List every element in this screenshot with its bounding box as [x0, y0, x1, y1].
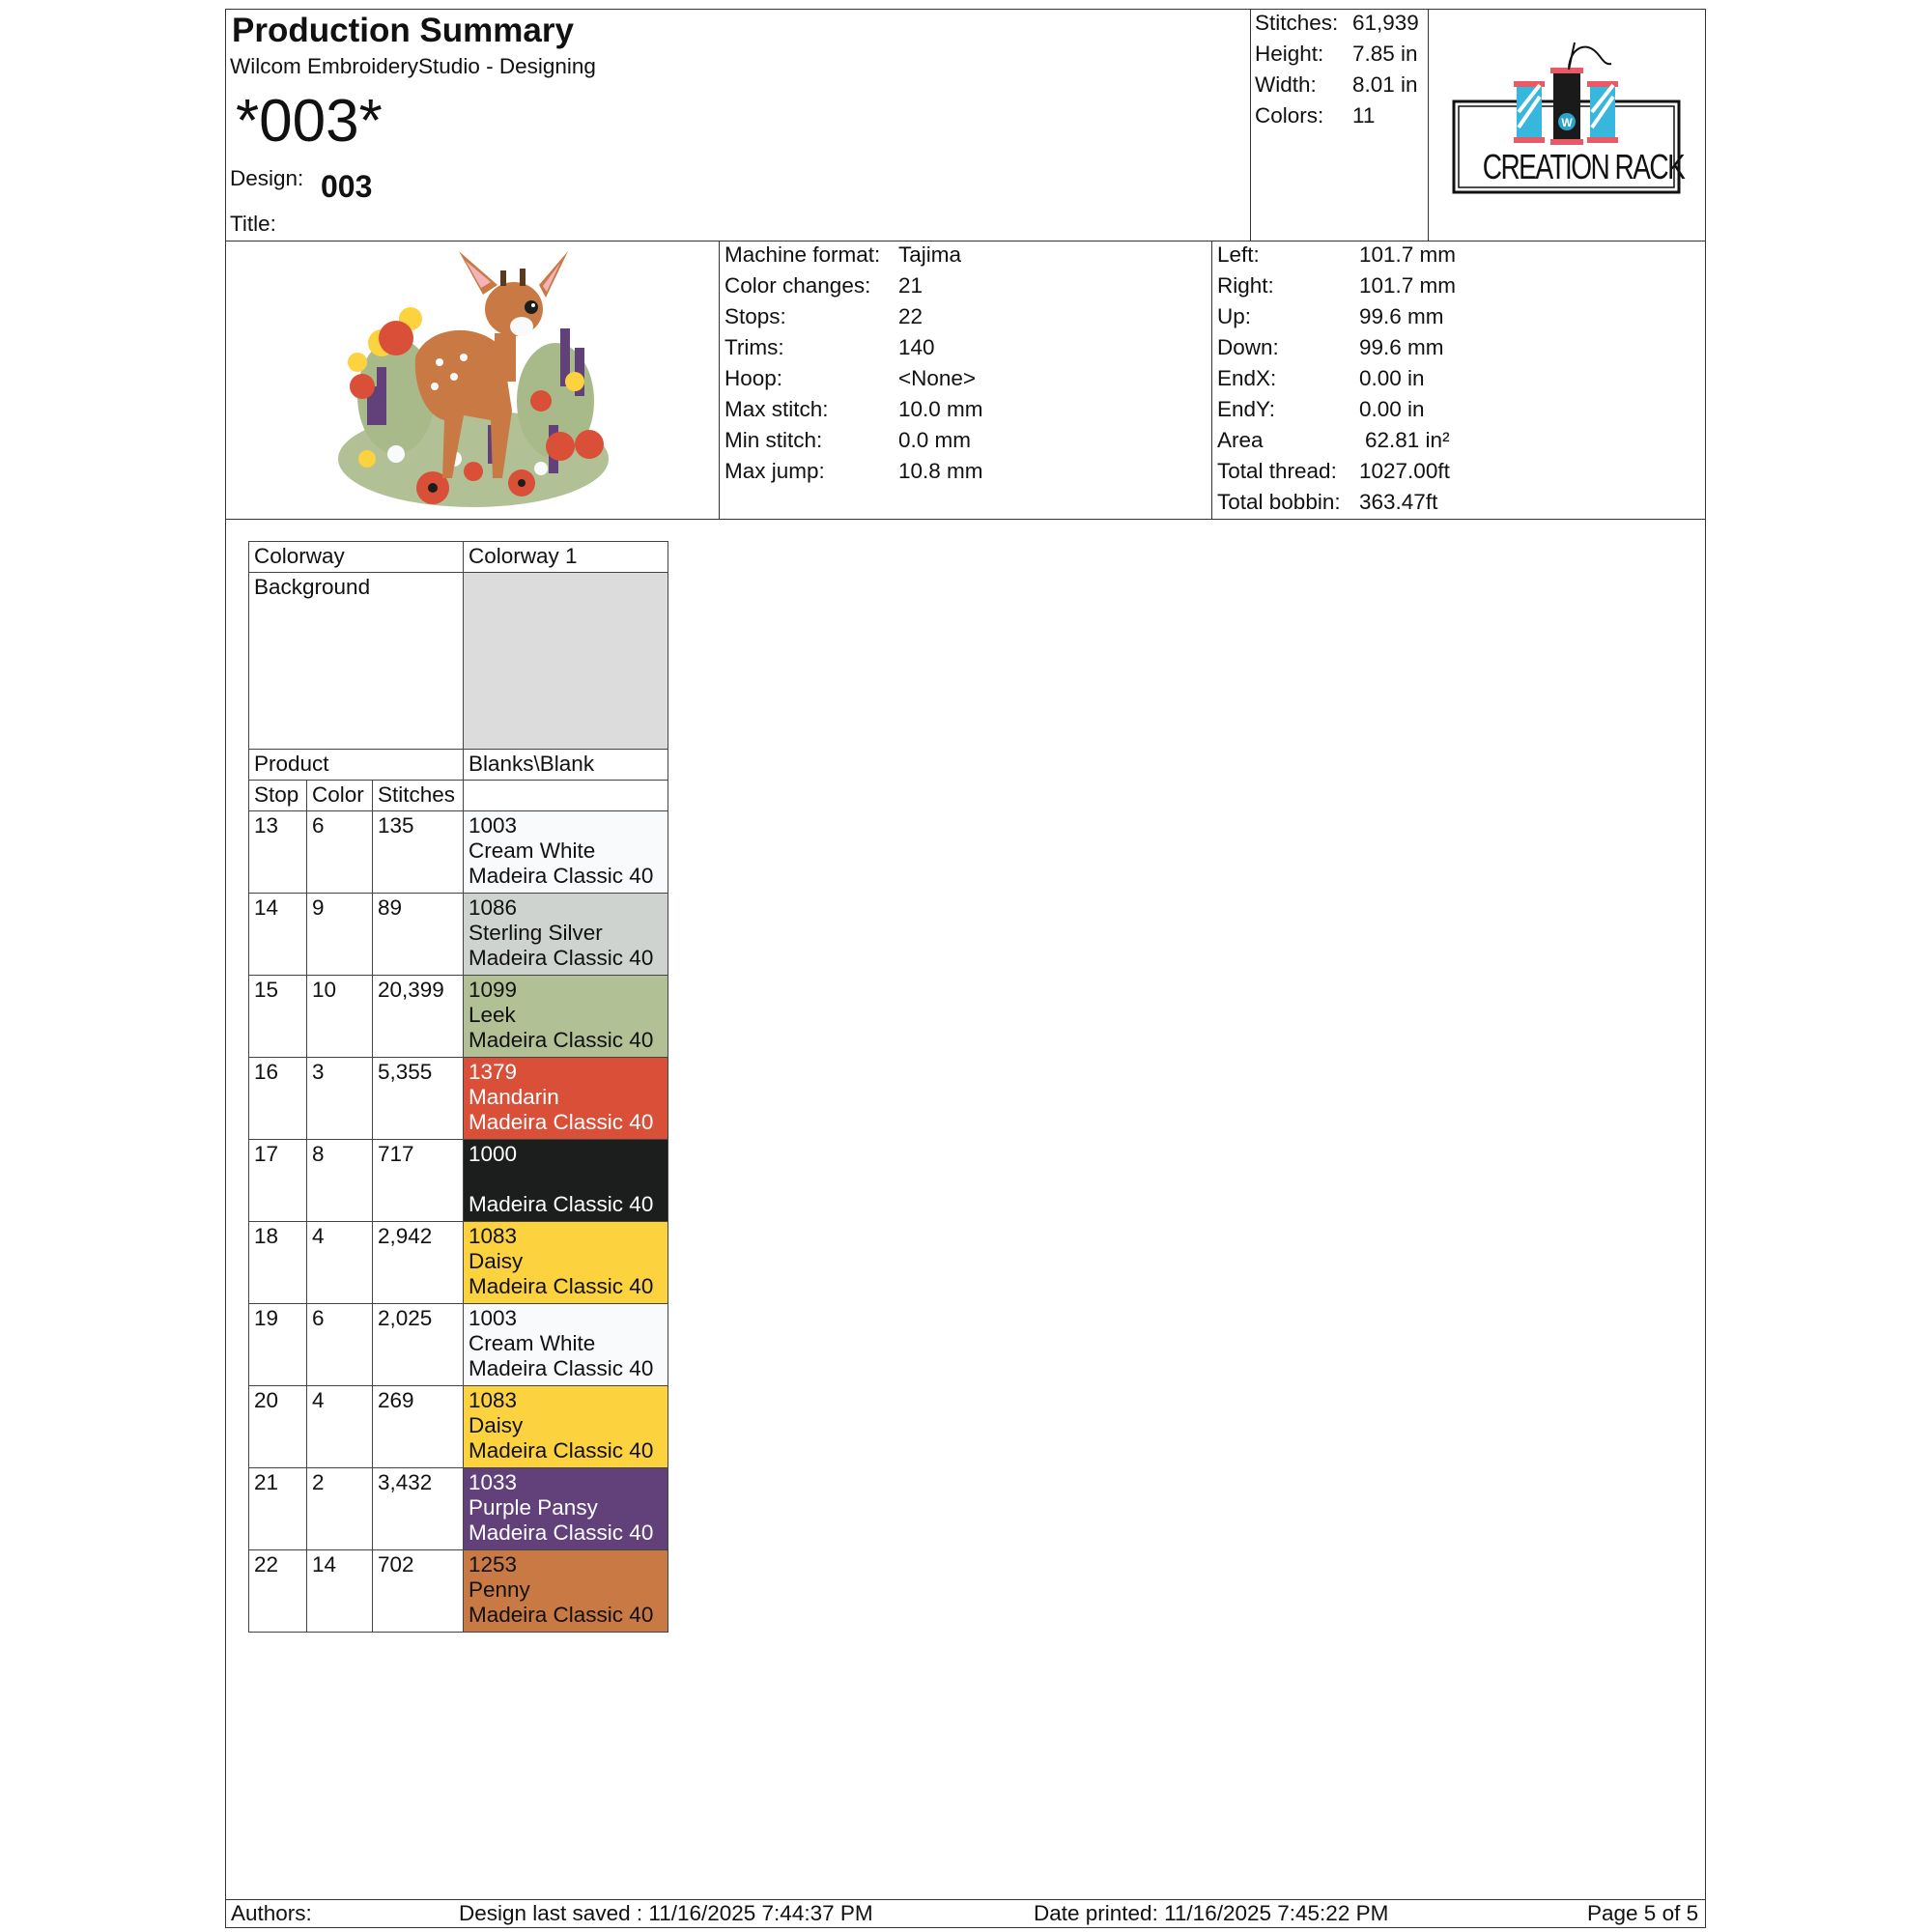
colorway-value: Colorway 1: [464, 542, 668, 573]
trims-value: 140: [898, 335, 935, 359]
row-stitches: 89: [373, 894, 464, 976]
stat-value-height: 7.85 in: [1352, 42, 1418, 66]
design-name-large: *003*: [236, 88, 383, 155]
thread-code: 1099: [469, 978, 518, 1002]
row-stitches: 3,432: [373, 1468, 464, 1550]
max-jump-label: Max jump:: [724, 459, 825, 483]
preview-divider: [719, 241, 720, 520]
thread-name: Cream White: [469, 838, 596, 863]
max-stitch-label: Max stitch:: [724, 397, 829, 421]
row-stop: 22: [249, 1550, 307, 1633]
thread-row: [249, 1058, 668, 1140]
trims-label: Trims:: [724, 335, 784, 359]
max-jump-value: 10.8 mm: [898, 459, 983, 483]
thread-brand: Madeira Classic 40: [469, 1110, 654, 1134]
thread-brand: Madeira Classic 40: [469, 1356, 654, 1380]
thread-name: Mandarin: [469, 1085, 559, 1109]
colorway-header-row: [249, 542, 668, 573]
row-color: 10: [307, 976, 373, 1058]
right-label: Right:: [1217, 273, 1274, 298]
row-color: 6: [307, 811, 373, 894]
background-label: Background: [249, 573, 464, 750]
footer-page: Page 5 of 5: [1587, 1901, 1699, 1925]
stops-label: Stops:: [724, 304, 786, 328]
total-thread-value: 1027.00ft: [1359, 459, 1450, 483]
down-label: Down:: [1217, 335, 1279, 359]
row-color: 4: [307, 1222, 373, 1304]
thread-row: [249, 1386, 668, 1468]
col-stop-header: Stop: [249, 781, 307, 811]
thread-row: [249, 894, 668, 976]
thread-swatch: [464, 1386, 668, 1468]
thread-name: Sterling Silver: [469, 921, 603, 945]
hoop-value: <None>: [898, 366, 977, 390]
row-stop: 14: [249, 894, 307, 976]
thread-swatch: [464, 894, 668, 976]
up-value: 99.6 mm: [1359, 304, 1444, 328]
color-changes-value: 21: [898, 273, 923, 298]
thread-swatch: [464, 976, 668, 1058]
machine-format-value: Tajima: [898, 242, 962, 267]
design-value: 003: [321, 169, 373, 204]
color-changes-label: Color changes:: [724, 273, 871, 298]
thread-name: Cream White: [469, 1331, 596, 1355]
row-stitches: 717: [373, 1140, 464, 1222]
svg-text:W: W: [1561, 116, 1573, 129]
col-color-header: Color: [307, 781, 373, 811]
left-label: Left:: [1217, 242, 1260, 267]
product-row: [249, 750, 668, 781]
col-stitches-header: Stitches: [373, 781, 464, 811]
down-value: 99.6 mm: [1359, 335, 1444, 359]
stat-label-height: Height:: [1255, 42, 1324, 66]
thread-code: 1000: [469, 1142, 518, 1166]
colorway-table: [248, 541, 668, 1633]
row-stitches: 269: [373, 1386, 464, 1468]
row-stop: 19: [249, 1304, 307, 1386]
max-stitch-value: 10.0 mm: [898, 397, 983, 421]
row-stop: 21: [249, 1468, 307, 1550]
stat-label-width: Width:: [1255, 72, 1317, 97]
title-label: Title:: [230, 212, 276, 236]
thread-name: Daisy: [469, 1413, 524, 1437]
row-stop: 18: [249, 1222, 307, 1304]
thread-name: Daisy: [469, 1249, 524, 1273]
endx-label: EndX:: [1217, 366, 1277, 390]
machine-divider: [1211, 241, 1212, 520]
product-label: Product: [249, 750, 464, 781]
thread-code: 1083: [469, 1388, 518, 1412]
row-stitches: 5,355: [373, 1058, 464, 1140]
row-color: 4: [307, 1386, 373, 1468]
thread-swatch: [464, 1140, 668, 1222]
stat-value-colors: 11: [1352, 103, 1376, 128]
up-label: Up:: [1217, 304, 1252, 328]
logo-divider: [1428, 9, 1429, 242]
machine-format-label: Machine format:: [724, 242, 881, 267]
area-label: Area: [1217, 428, 1264, 452]
thread-code: 1003: [469, 813, 518, 838]
row-color: 6: [307, 1304, 373, 1386]
stat-label-stitches: Stitches:: [1255, 11, 1339, 35]
row-stop: 17: [249, 1140, 307, 1222]
row-stop: 13: [249, 811, 307, 894]
thread-code: 1083: [469, 1224, 518, 1248]
thread-brand: Madeira Classic 40: [469, 1028, 654, 1052]
thread-brand: Madeira Classic 40: [469, 1520, 654, 1545]
software-name: Wilcom EmbroideryStudio - Designing: [230, 54, 596, 78]
thread-name: Leek: [469, 1003, 516, 1027]
thread-brand: Madeira Classic 40: [469, 1192, 654, 1216]
row-color: 14: [307, 1550, 373, 1633]
thread-swatch: [464, 811, 668, 894]
thread-brand: Madeira Classic 40: [469, 1603, 654, 1627]
thread-code: 1033: [469, 1470, 518, 1494]
thread-code: 1253: [469, 1552, 518, 1577]
row-stitches: 2,025: [373, 1304, 464, 1386]
total-bobbin-label: Total bobbin:: [1217, 490, 1341, 514]
thread-row: [249, 1468, 668, 1550]
hoop-label: Hoop:: [724, 366, 783, 390]
thread-name: [469, 1167, 662, 1192]
thread-swatch: [464, 1468, 668, 1550]
product-value: Blanks\Blank: [464, 750, 668, 781]
thread-swatch: [464, 1304, 668, 1386]
footer-printed: Date printed: 11/16/2025 7:45:22 PM: [1034, 1901, 1389, 1925]
thread-brand: Madeira Classic 40: [469, 864, 654, 888]
thread-row: [249, 976, 668, 1058]
footer-authors: Authors:: [231, 1901, 312, 1925]
endy-value: 0.00 in: [1359, 397, 1425, 421]
thread-row: [249, 1222, 668, 1304]
row-color: 9: [307, 894, 373, 976]
col-thread-header: [464, 781, 668, 811]
stat-value-stitches: 61,939: [1352, 11, 1419, 35]
min-stitch-value: 0.0 mm: [898, 428, 972, 452]
row-stitches: 135: [373, 811, 464, 894]
thread-name: Penny: [469, 1577, 530, 1602]
thread-code: 1379: [469, 1060, 518, 1084]
thread-brand: Madeira Classic 40: [469, 946, 654, 970]
thread-row: [249, 811, 668, 894]
thread-row: [249, 1304, 668, 1386]
thread-name: Purple Pansy: [469, 1495, 598, 1520]
stat-value-width: 8.01 in: [1352, 72, 1418, 97]
endy-label: EndY:: [1217, 397, 1276, 421]
thread-brand: Madeira Classic 40: [469, 1274, 654, 1298]
row-color: 8: [307, 1140, 373, 1222]
row-stitches: 702: [373, 1550, 464, 1633]
total-thread-label: Total thread:: [1217, 459, 1337, 483]
footer-divider: [225, 1899, 1706, 1900]
row-color: 3: [307, 1058, 373, 1140]
row-stitches: 2,942: [373, 1222, 464, 1304]
row-stitches: 20,399: [373, 976, 464, 1058]
endx-value: 0.00 in: [1359, 366, 1425, 390]
stops-value: 22: [898, 304, 923, 328]
thread-row: [249, 1140, 668, 1222]
thread-row: [249, 1550, 668, 1633]
thread-code: 1086: [469, 895, 518, 920]
design-preview-image: [328, 242, 618, 517]
creation-rack-logo: [1449, 39, 1686, 203]
min-stitch-label: Min stitch:: [724, 428, 823, 452]
left-value: 101.7 mm: [1359, 242, 1457, 267]
logo-text: CREATION RACK: [1482, 147, 1685, 186]
area-value: 62.81 in²: [1365, 428, 1450, 452]
stat-label-colors: Colors:: [1255, 103, 1324, 128]
thread-swatch: [464, 1550, 668, 1633]
colorway-label: Colorway: [249, 542, 464, 573]
right-value: 101.7 mm: [1359, 273, 1457, 298]
thread-code: 1003: [469, 1306, 518, 1330]
total-bobbin-value: 363.47ft: [1359, 490, 1438, 514]
page-title: Production Summary: [232, 12, 574, 49]
row-stop: 20: [249, 1386, 307, 1468]
row-color: 2: [307, 1468, 373, 1550]
thread-swatch: [464, 1222, 668, 1304]
row-stop: 16: [249, 1058, 307, 1140]
column-header-row: [249, 781, 668, 811]
footer-saved: Design last saved : 11/16/2025 7:44:37 PM: [459, 1901, 873, 1925]
background-swatch: [464, 573, 668, 750]
row-stop: 15: [249, 976, 307, 1058]
thread-brand: Madeira Classic 40: [469, 1438, 654, 1463]
design-label: Design:: [230, 166, 304, 190]
info-divider: [225, 519, 1706, 520]
background-row: [249, 573, 668, 750]
stats-divider: [1250, 9, 1251, 242]
thread-swatch: [464, 1058, 668, 1140]
